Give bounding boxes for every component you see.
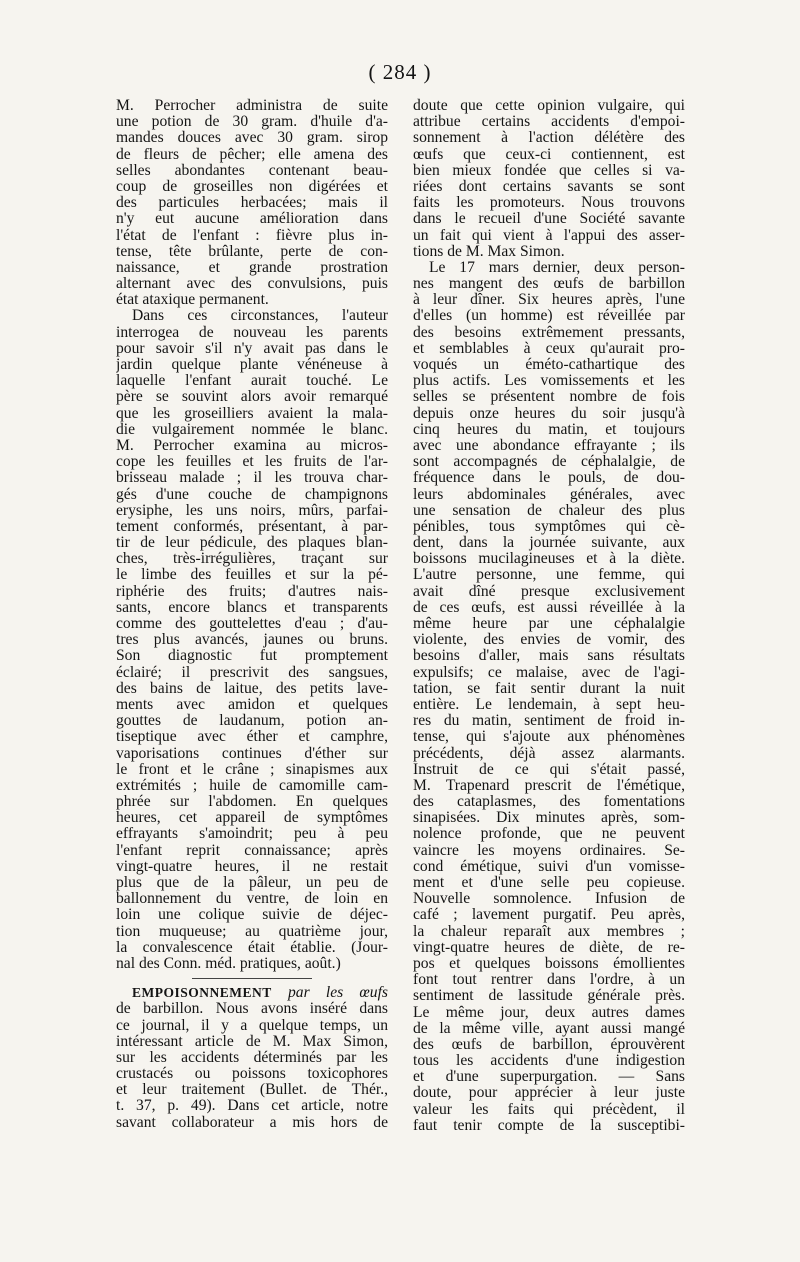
text-line: précédents, déjà assez alarmants.	[413, 745, 685, 762]
paragraph-barbillon-intro	[116, 1001, 388, 1131]
text-line: n'y eut aucune amélioration dans	[116, 211, 388, 228]
text-line: des particules herbacées; mais il	[116, 195, 388, 212]
text-line: erysiphe, les uns noirs, mûrs, parfai-	[116, 502, 388, 519]
text-line: M. Perrocher administra de suite	[116, 98, 388, 114]
text-line: cond émétique, suivi d'un vomisse-	[413, 858, 685, 875]
text-line: besoins d'aller, mais sans résultats	[413, 648, 685, 665]
section-heading-title: EMPOISONNEMENT	[132, 985, 272, 1001]
text-line: ches, très-irrégulières, traçant sur	[116, 551, 388, 568]
text-line: et semblables à ceux qu'aurait pro-	[413, 340, 685, 357]
text-line: vingt-quatre heures, il ne restait	[116, 858, 388, 875]
text-line: Le 17 mars dernier, deux person-	[429, 259, 685, 276]
text-line: t. 37, p. 49). Dans cet article, notre	[116, 1098, 388, 1115]
text-line: avait dîné presque exclusivement	[413, 583, 685, 600]
text-line: sur les accidents déterminés par les	[116, 1049, 388, 1066]
text-line: plus actifs. Les vomissements et les	[413, 373, 685, 390]
text-line: et d'une superpurgation. — Sans	[413, 1069, 685, 1086]
text-line: une sensation de chaleur des plus	[413, 502, 685, 519]
text-line: intéressant article de M. Max Simon,	[116, 1033, 388, 1050]
text-line: expulsifs; ce malaise, avec de l'agi-	[413, 664, 685, 681]
left-column	[116, 98, 388, 1131]
text-line: sants, encore blancs et transparents	[116, 599, 388, 616]
text-line: doute que cette opinion vulgaire, qui	[413, 98, 685, 114]
text-line: heures, cet appareil de symptômes	[116, 810, 388, 827]
text-line: gouttes de laudanum, potion an-	[116, 713, 388, 730]
text-line: tions de M. Max Simon.	[413, 243, 565, 260]
text-line: de ces œufs, est aussi réveillée à la	[413, 599, 685, 616]
text-line: font tout rentrer dans l'ordre, à un	[413, 972, 685, 989]
text-line: l'enfant reprit connaissance; après	[116, 842, 388, 859]
text-line: effrayants s'amoindrit; peu à peu	[116, 826, 388, 843]
text-line: pour savoir s'il n'y avait pas dans le	[116, 340, 388, 357]
text-line: vaporisations continues d'éther sur	[116, 745, 388, 762]
text-line: œufs que ceux-ci contiennent, est	[413, 146, 685, 163]
text-line: l'état de l'enfant : fièvre plus in-	[116, 227, 388, 244]
text-line: tense, tête brûlante, perte de con-	[116, 243, 388, 260]
text-line: vaincre les moyens ordinaires. Se-	[413, 842, 685, 859]
text-line: tement conformés, présentant, à par-	[116, 518, 388, 535]
text-line: sinapisées. Dix minutes après, som-	[413, 810, 685, 827]
section-divider	[192, 978, 312, 979]
text-line: des bains de laitue, des petits lave-	[116, 680, 388, 697]
text-line: selles se présentent nombre de fois	[413, 389, 685, 406]
text-line: leurs abdominales générales, avec	[413, 486, 685, 503]
text-line: le limbe des feuilles et sur la pé-	[116, 567, 388, 584]
text-line: die vulgairement nommée le blanc.	[116, 421, 388, 438]
text-line: pos et quelques boissons émollientes	[413, 955, 685, 972]
text-line: que les groseilliers avaient la mala-	[116, 405, 388, 422]
text-line: un fait qui vient à l'appui des asser-	[413, 227, 685, 244]
text-line: Son diagnostic fut promptement	[116, 648, 388, 665]
text-line: boissons mucilagineuses et à la diète.	[413, 551, 685, 568]
text-line: valeur les faits qui précèdent, il	[413, 1101, 685, 1118]
text-line: même heure par une céphalalgie	[413, 616, 685, 632]
text-line: interrogea de nouveau les parents	[116, 324, 388, 341]
text-line: d'elles (un homme) est réveillée par	[413, 308, 685, 325]
text-line: tiseptique avec éther et camphre,	[116, 729, 388, 746]
text-line: père se souvint alors avoir remarqué	[116, 389, 388, 406]
text-line: selles abondantes contenant beau-	[116, 162, 388, 179]
text-line: riphérie des fruits; d'autres nais-	[116, 583, 388, 600]
text-line: tres plus avancés, jaunes ou bruns.	[116, 632, 388, 649]
text-line: depuis onze heures du soir jusqu'à	[413, 405, 685, 422]
text-line: M. Trapenard prescrit de l'émétique,	[413, 777, 685, 794]
text-line: la convalescence était établie. (Jour-	[116, 939, 388, 956]
right-column	[413, 98, 685, 1134]
text-line: de barbillon. Nous avons inséré dans	[116, 1001, 388, 1018]
text-line: savant collaborateur a mis hors de	[116, 1114, 388, 1131]
text-line: ce journal, il y a quelque temps, un	[116, 1017, 388, 1034]
text-line: de fleurs de pêcher; elle amena des	[116, 146, 388, 163]
text-line: gés d'une couche de champignons	[116, 486, 388, 503]
text-line: comme des gouttelettes d'eau ; d'au-	[116, 616, 388, 632]
text-line: doute, pour apprécier à leur juste	[413, 1085, 685, 1102]
text-line: faut tenir compte de la susceptibi-	[413, 1117, 685, 1134]
text-line: riées dont certains savants se sont	[413, 178, 685, 195]
section-heading	[116, 985, 388, 1001]
text-line: cope les feuilles et les fruits de l'ar-	[116, 454, 388, 471]
text-line: dans le recueil d'une Société savante	[413, 211, 685, 228]
text-line: bien mieux fondée que celles si va-	[413, 162, 685, 179]
text-line: ments avec amidon et quelques	[116, 696, 388, 713]
text-line: vingt-quatre heures de diète, de re-	[413, 939, 685, 956]
text-line: laquelle l'enfant aurait touché. Le	[116, 373, 388, 390]
text-line: des besoins extrêmement pressants,	[413, 324, 685, 341]
section-heading-subtitle: par les œufs	[287, 985, 388, 1002]
paragraph-diagnosis	[116, 308, 388, 972]
text-line: des œufs de barbillon, éprouvèrent	[413, 1036, 685, 1053]
text-line: violente, des envies de vomir, des	[413, 632, 685, 649]
text-line: le front et le crâne ; sinapismes aux	[116, 761, 388, 778]
text-line: mandes douces avec 30 gram. sirop	[116, 130, 388, 147]
text-line: jardin quelque plante vénéneuse à	[116, 357, 388, 373]
page-number: ( 284 )	[368, 60, 432, 84]
text-line: des cataplasmes, des fomentations	[413, 794, 685, 811]
text-line: à leur dîner. Six heures après, l'une	[413, 292, 685, 309]
text-line: sonnement à l'action délétère des	[413, 130, 685, 147]
text-line: L'autre personne, une femme, qui	[413, 567, 685, 584]
text-line: brisseau malade ; il les trouva char-	[116, 470, 388, 487]
text-line: Instruit de ce qui s'était passé,	[413, 761, 685, 778]
text-line: et leur traitement (Bullet. de Thér.,	[116, 1082, 388, 1099]
paragraph-perrocher-treatment	[116, 98, 388, 308]
text-line: Nouvelle somnolence. Infusion de	[413, 891, 685, 908]
text-line: avec une abondance effrayante ; ils	[413, 437, 685, 454]
text-line: éclairé; il prescrivit des sangsues,	[116, 664, 388, 681]
text-line: plus que de la pâleur, un peu de	[116, 875, 388, 891]
text-line: extrémités ; huile de camomille cam-	[116, 777, 388, 794]
paragraph-case-report	[413, 260, 685, 1134]
text-line: tation, se fait sentir durant la nuit	[413, 680, 685, 697]
text-line: entière. Le lendemain, à sept heu-	[413, 696, 685, 713]
text-line: naissance, et grande prostration	[116, 259, 388, 276]
text-line: dent, dans la journée suivante, aux	[413, 535, 685, 552]
text-line: loin une colique suivie de déjec-	[116, 907, 388, 924]
text-line: une potion de 30 gram. d'huile d'a-	[116, 114, 388, 131]
text-line: nolence profonde, que ne peuvent	[413, 826, 685, 843]
text-line: Dans ces circonstances, l'auteur	[132, 308, 388, 325]
text-line: tous les accidents d'une indigestion	[413, 1053, 685, 1070]
text-line: tense, qui s'ajoute aux phénomènes	[413, 729, 685, 746]
text-line: de la même ville, ayant aussi mangé	[413, 1020, 685, 1037]
text-line: fréquence dans le pouls, de dou-	[413, 470, 685, 487]
text-line: attribue certains accidents d'empoi-	[413, 114, 685, 131]
text-line: cinq heures du matin, et toujours	[413, 421, 685, 438]
text-line: café ; lavement purgatif. Peu après,	[413, 907, 685, 924]
text-line: pénibles, tous symptômes qui cè-	[413, 518, 685, 535]
text-line: coup de groseilles non digérées et	[116, 178, 388, 195]
text-line: alternant avec des convulsions, puis	[116, 276, 388, 293]
text-line: tir de leur pédicule, des plaques blan-	[116, 535, 388, 552]
text-line: phrée sur l'abdomen. En quelques	[116, 794, 388, 811]
text-line: sentiment de lassitude générale près.	[413, 988, 685, 1005]
text-line: ment et d'une selle peu copieuse.	[413, 875, 685, 891]
text-line: nal des Conn. méd. pratiques, août.)	[116, 955, 341, 972]
text-line: M. Perrocher examina au micros-	[116, 437, 388, 454]
text-line: ballonnement du ventre, de loin en	[116, 891, 388, 908]
text-line: faits les promoteurs. Nous trouvons	[413, 195, 685, 212]
text-line: res du matin, sentiment de froid in-	[413, 713, 685, 730]
text-line: tion muqueuse; au quatrième jour,	[116, 923, 388, 940]
text-line: Le même jour, deux autres dames	[413, 1004, 685, 1021]
text-line: nes mangent des œufs de barbillon	[413, 276, 685, 293]
text-line: voqués un éméto-cathartique des	[413, 357, 685, 373]
text-line: état ataxique permanent.	[116, 292, 269, 309]
text-line: sont accompagnés de céphalalgie, de	[413, 454, 685, 471]
text-line: crustacés ou poissons toxicophores	[116, 1066, 388, 1083]
paragraph-max-simon	[413, 98, 685, 260]
text-line: la chaleur reparaît aux membres ;	[413, 923, 685, 940]
